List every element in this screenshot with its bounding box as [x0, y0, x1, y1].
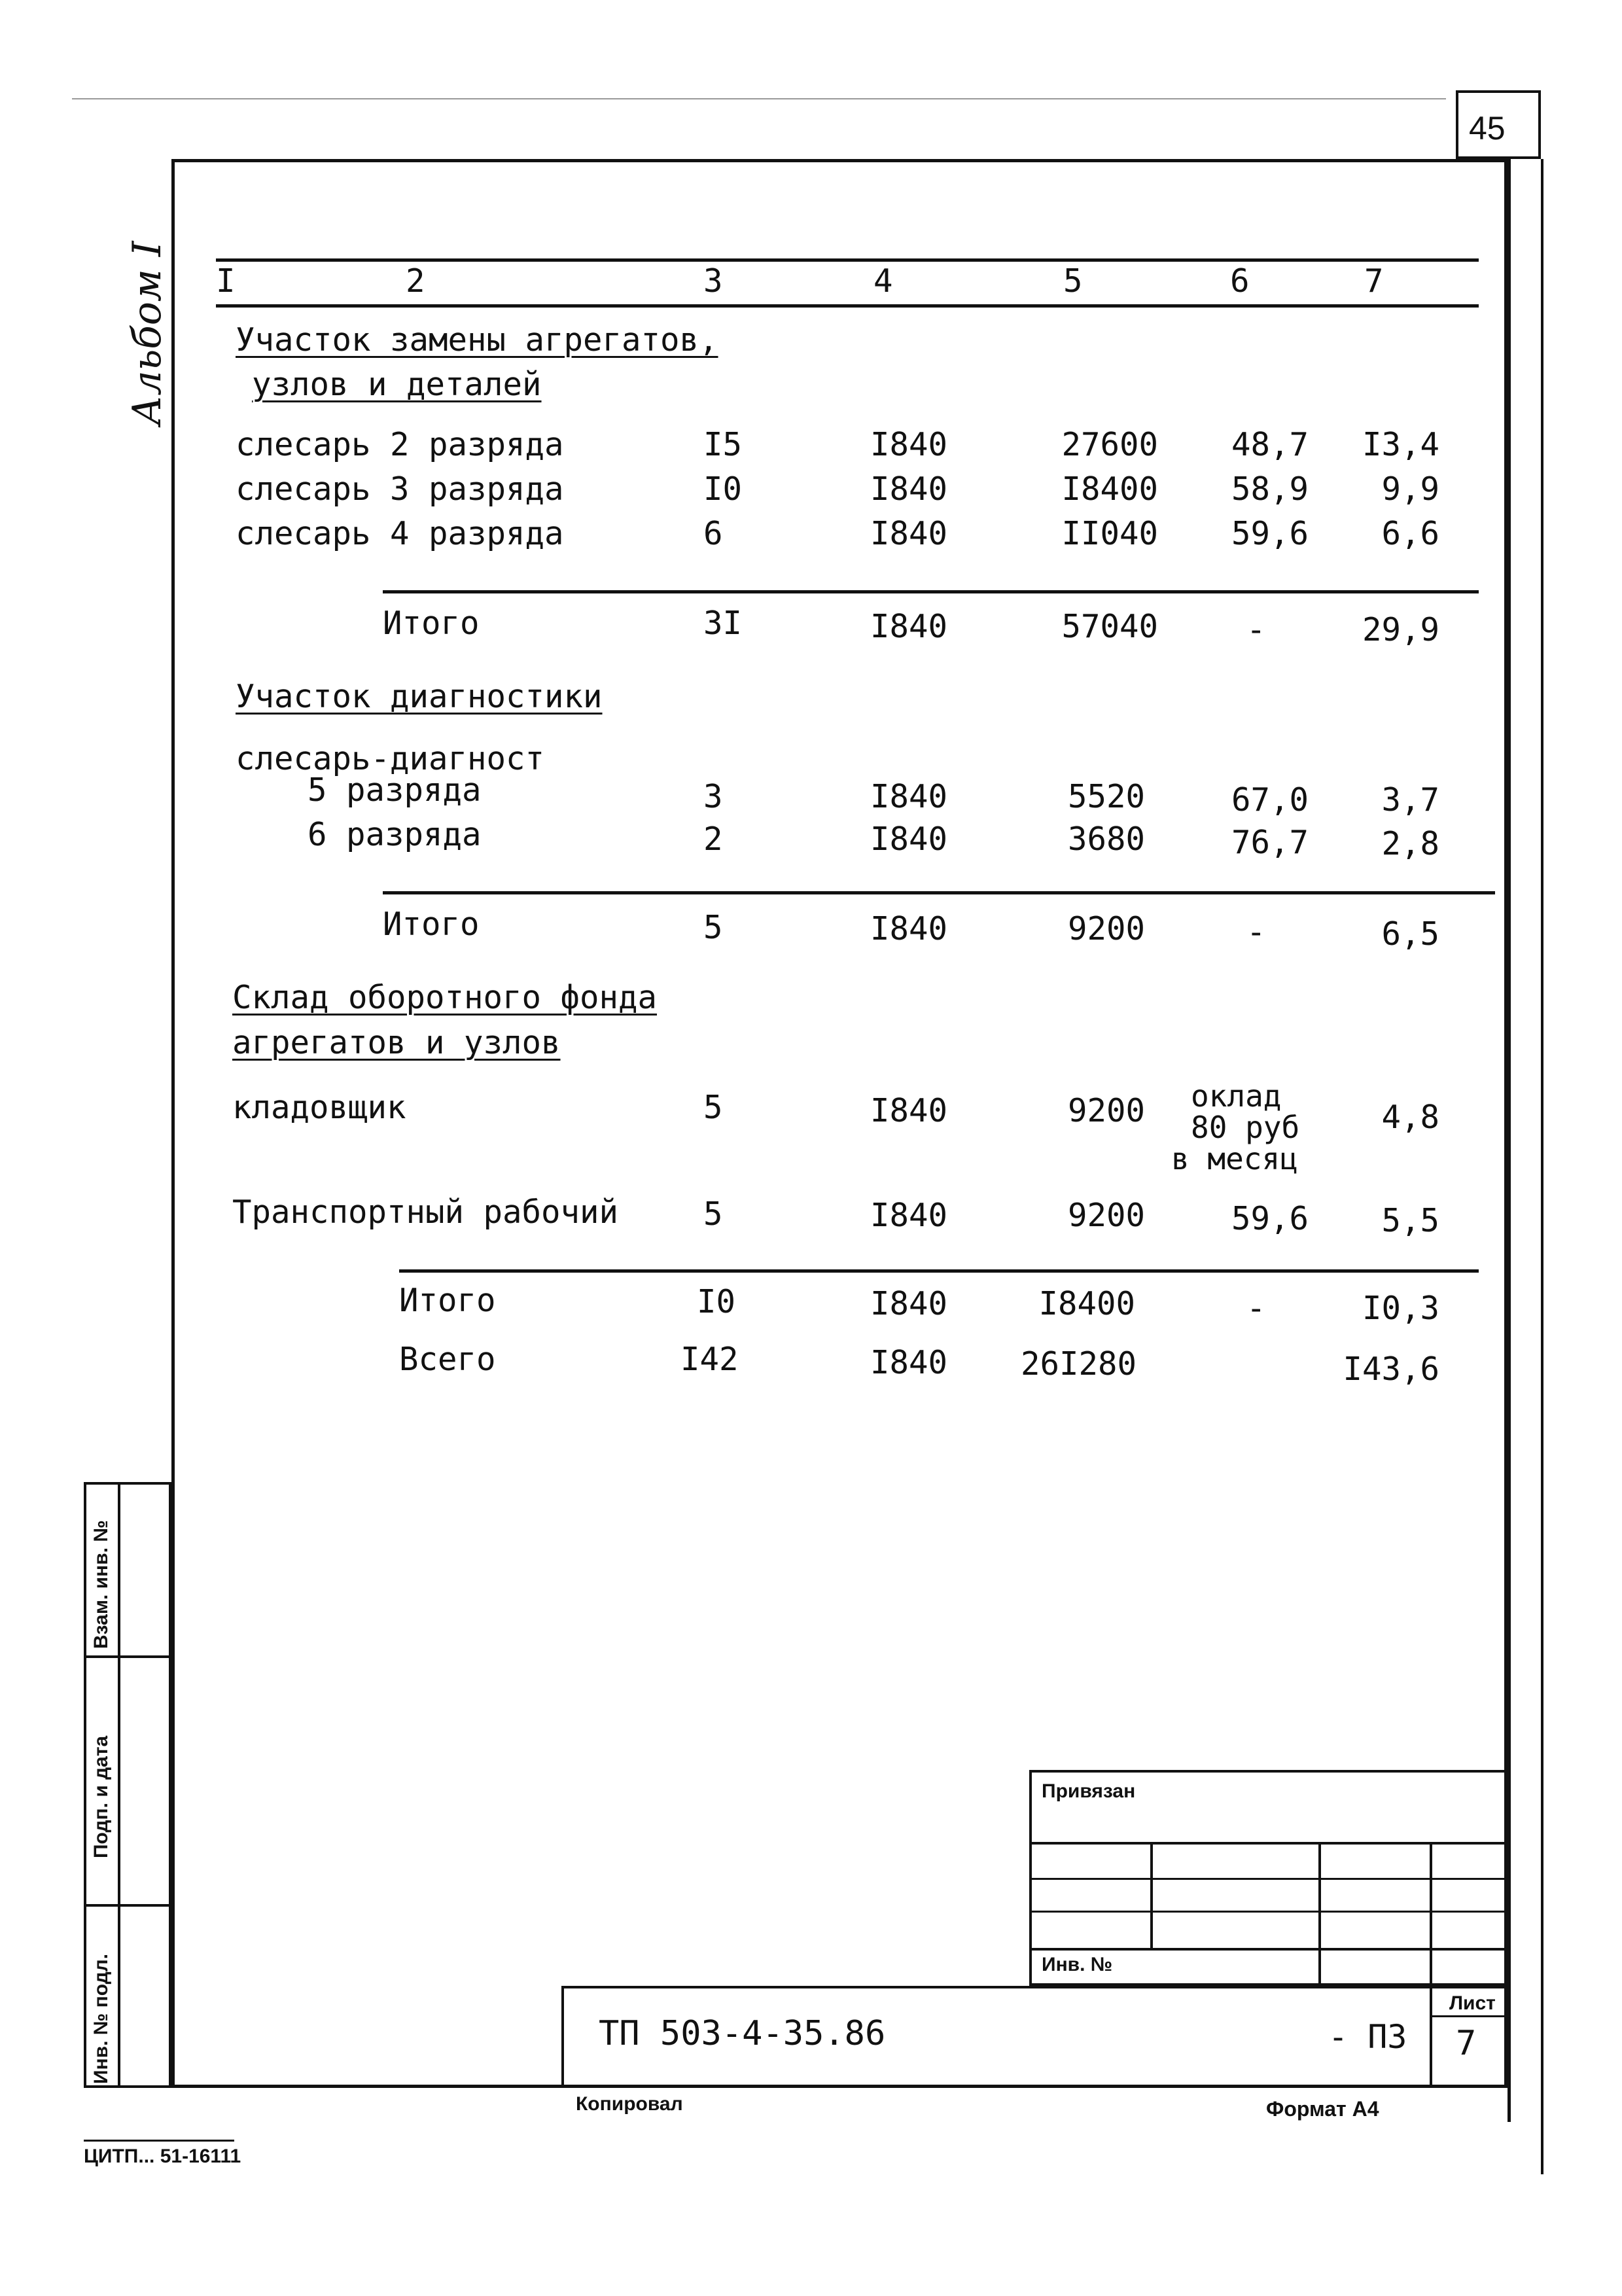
row-c3: 5	[703, 1089, 723, 1126]
row-c3: 3	[703, 778, 723, 815]
row-c3: I0	[703, 470, 743, 508]
total-c3: I0	[697, 1283, 736, 1320]
total-c7: 29,9	[1362, 611, 1439, 648]
row-c3: 2	[703, 821, 723, 858]
row-c5: I8400	[1061, 470, 1158, 508]
section-title: Склад оборотного фонда	[232, 979, 658, 1016]
row-c6-line1: оклад	[1191, 1078, 1282, 1114]
col-header-4: 4	[873, 262, 893, 300]
stamp-inv-no: Инв. №	[1042, 1954, 1113, 1975]
row-c6: 48,7	[1231, 426, 1309, 463]
total-c7: I0,3	[1362, 1290, 1439, 1327]
total-c6: -	[1246, 1290, 1266, 1327]
grand-total-c3: I42	[680, 1341, 739, 1378]
stamp-line	[1029, 1911, 1507, 1913]
row-c5: II040	[1061, 515, 1158, 552]
total-c5: I8400	[1038, 1285, 1135, 1322]
stamp-suffix: - ПЗ	[1328, 2018, 1407, 2056]
stamp-col-line	[1150, 1842, 1153, 1948]
printer-mark-line	[84, 2140, 234, 2142]
row-c7: 5,5	[1381, 1202, 1439, 1239]
stamp-list-line	[1430, 2015, 1507, 2017]
row-name: 6 разряда	[308, 816, 482, 853]
row-c4: I840	[870, 426, 948, 463]
total-label: Итого	[383, 605, 480, 642]
row-c6-line3: в месяц	[1171, 1141, 1298, 1176]
printer-mark: ЦИТП... 51-16111	[84, 2146, 241, 2167]
copied-label: Копировал	[576, 2093, 683, 2115]
row-c3: 6	[703, 515, 723, 552]
stamp-code: ТП 503-4-35.86	[599, 2014, 886, 2053]
row-name: слесарь 3 разряда	[236, 470, 564, 508]
row-c6: 76,7	[1231, 824, 1309, 861]
side-stamp-divider	[118, 1482, 120, 2088]
page-number: 45	[1469, 110, 1506, 147]
row-c4: I840	[870, 821, 948, 858]
section-title: Участок замены агрегатов,	[236, 321, 718, 359]
row-c7: 6,6	[1381, 515, 1439, 552]
row-name: 5 разряда	[308, 771, 482, 809]
row-c6: 59,6	[1231, 1200, 1309, 1237]
total-c3: 5	[703, 909, 723, 946]
total-c7: 6,5	[1381, 915, 1439, 953]
stamp-line	[1029, 1948, 1507, 1951]
total-c5: 57040	[1061, 608, 1158, 645]
grand-total-c7: I43,6	[1343, 1351, 1439, 1388]
stamp-line	[1029, 1842, 1507, 1845]
top-trim-line	[72, 98, 1446, 99]
stamp-privyazan: Привязан	[1042, 1780, 1136, 1802]
total-c6: -	[1246, 611, 1266, 648]
row-c6: 67,0	[1231, 781, 1309, 819]
row-c3: 5	[703, 1195, 723, 1233]
grand-total-c5: 26I280	[1021, 1345, 1137, 1383]
total-c5: 9200	[1067, 910, 1145, 947]
col-header-1: I	[216, 262, 236, 300]
section-title: узлов и деталей	[252, 366, 542, 403]
row-name: слесарь 2 разряда	[236, 426, 564, 463]
row-c7: 9,9	[1381, 470, 1439, 508]
stamp-col-line	[1318, 1842, 1321, 1986]
header-top-line	[216, 258, 1479, 262]
row-c6-line2: 80 руб	[1191, 1110, 1300, 1145]
col-header-2: 2	[406, 262, 425, 300]
row-c7: 4,8	[1381, 1099, 1439, 1136]
stamp-line	[1029, 1878, 1507, 1880]
total-c3: 3I	[703, 605, 743, 642]
side-podp-label: Подп. и дата	[90, 1735, 112, 1858]
col-header-3: 3	[703, 262, 723, 300]
total-c4: I840	[870, 910, 948, 947]
outer-right-line	[1541, 159, 1543, 2174]
total-label: Итого	[383, 906, 480, 943]
col-header-7: 7	[1364, 262, 1384, 300]
subtotal-line	[383, 590, 1479, 593]
row-c5: 5520	[1067, 778, 1145, 815]
row-c6: 58,9	[1231, 470, 1309, 508]
row-c6: 59,6	[1231, 515, 1309, 552]
row-c3: I5	[703, 426, 743, 463]
total-c4: I840	[870, 608, 948, 645]
row-c5: 3680	[1067, 821, 1145, 858]
grand-total-label: Всего	[399, 1341, 496, 1378]
row-c5: 27600	[1061, 426, 1158, 463]
row-name: Транспортный рабочий	[232, 1193, 619, 1231]
side-inv-label: Инв. № подл.	[90, 1953, 112, 2084]
side-vzam-label: Взам. инв. №	[90, 1520, 112, 1649]
section-title: Участок диагностики	[236, 678, 603, 715]
row-c5: 9200	[1067, 1092, 1145, 1129]
row-name: слесарь 4 разряда	[236, 515, 564, 552]
section-title: агрегатов и узлов	[232, 1024, 561, 1061]
row-c4: I840	[870, 470, 948, 508]
row-c7: 3,7	[1381, 781, 1439, 819]
row-c4: I840	[870, 778, 948, 815]
sub-label: слесарь-диагност	[236, 740, 545, 777]
col-header-6: 6	[1230, 262, 1250, 300]
subtotal-line	[383, 891, 1495, 894]
stamp-list-label: Лист	[1449, 1992, 1496, 2014]
subtotal-line	[399, 1269, 1479, 1273]
row-c4: I840	[870, 1092, 948, 1129]
col-header-5: 5	[1063, 262, 1083, 300]
format-label: Формат А4	[1266, 2097, 1379, 2121]
stamp-list-no: 7	[1456, 2024, 1477, 2063]
total-label: Итого	[399, 1282, 496, 1319]
row-c4: I840	[870, 1197, 948, 1234]
row-c4: I840	[870, 515, 948, 552]
total-c6: -	[1246, 913, 1266, 951]
grand-total-c4: I840	[870, 1344, 948, 1381]
album-label: Альбом I	[124, 241, 170, 425]
row-name: кладовщик	[232, 1089, 406, 1126]
side-stamp-row-line	[84, 1655, 171, 1658]
right-frame-line	[1507, 159, 1511, 2122]
header-bottom-line	[216, 304, 1479, 308]
total-c4: I840	[870, 1285, 948, 1322]
row-c7: 2,8	[1381, 825, 1439, 862]
row-c7: I3,4	[1362, 426, 1439, 463]
side-stamp-row-line	[84, 1904, 171, 1907]
row-c5: 9200	[1067, 1197, 1145, 1234]
